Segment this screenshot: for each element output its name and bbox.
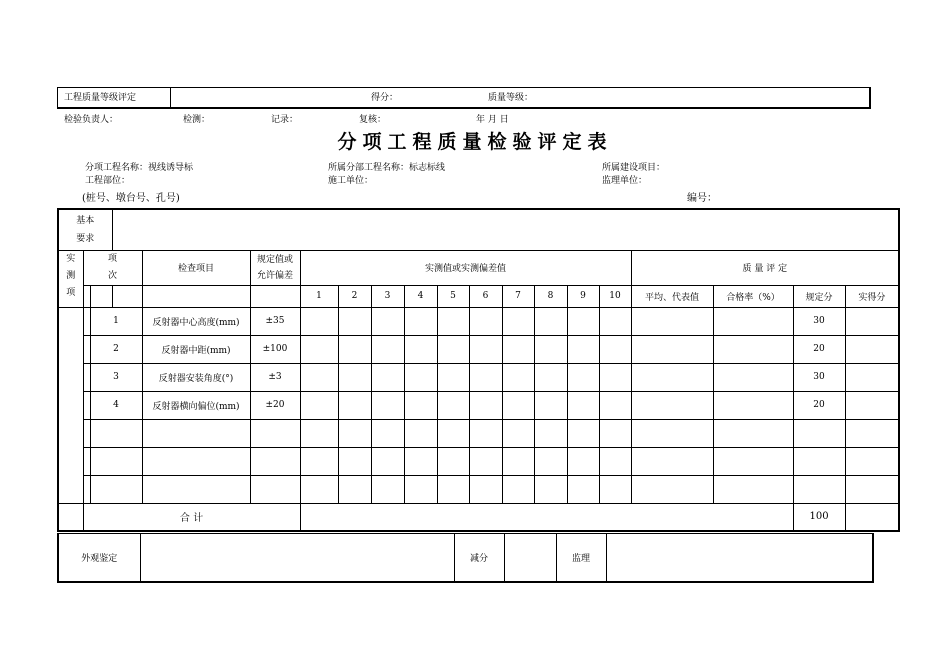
measured-point-cell [599, 335, 631, 363]
measured-point-cell [534, 335, 567, 363]
measured-point-cell [534, 447, 567, 475]
header-row-2 [58, 285, 899, 307]
spec-cell: ±35 [250, 307, 300, 335]
item-no-cell: 3 [90, 363, 142, 391]
spec-score-cell [793, 447, 845, 475]
measured-col-char-2: 测 [66, 270, 76, 281]
check-item-header: 检查项目 [142, 250, 250, 285]
basic-req-line2: 要求 [76, 233, 95, 244]
empty-cell [83, 285, 90, 307]
spec-score-cell: 30 [793, 363, 845, 391]
measured-point-cell [371, 335, 404, 363]
item-no-header [83, 250, 142, 285]
measured-point-cell [534, 419, 567, 447]
basic-req-row [58, 209, 899, 250]
actual-score-cell [845, 307, 899, 335]
basic-req-label [58, 209, 112, 250]
basic-req-content [112, 209, 899, 250]
measured-point-cell [469, 307, 502, 335]
spec-cell: ±20 [250, 391, 300, 419]
measured-point-cell [599, 475, 631, 503]
measured-point-cell [469, 475, 502, 503]
measured-point-cell [300, 391, 338, 419]
quality-eval-header: 质 量 评 定 [631, 250, 899, 285]
point-number: 9 [567, 285, 599, 307]
measured-point-cell [599, 363, 631, 391]
empty-cell [112, 285, 142, 307]
avg-cell [631, 419, 713, 447]
empty-cell [845, 503, 899, 531]
measured-point-cell [300, 475, 338, 503]
avg-header: 平均、代表值 [631, 285, 713, 307]
total-label: 合 计 [83, 503, 300, 531]
spacer-cell [83, 475, 90, 503]
table-row [58, 391, 899, 419]
measured-point-cell [567, 335, 599, 363]
measured-point-cell [371, 419, 404, 447]
data-rows [58, 307, 899, 503]
measured-point-cell [404, 335, 437, 363]
total-score: 100 [793, 503, 845, 531]
pass-rate-cell [713, 475, 793, 503]
measured-col-cell [58, 419, 83, 447]
spec-score-cell [793, 419, 845, 447]
measured-col-char-3: 项 [66, 287, 76, 298]
pass-rate-cell [713, 447, 793, 475]
measured-point-cell [371, 363, 404, 391]
stake-note: (桩号、墩台号、孔号) [82, 193, 180, 204]
empty-cell [250, 285, 300, 307]
pass-rate-cell [713, 419, 793, 447]
avg-cell [631, 335, 713, 363]
spec-cell [250, 475, 300, 503]
spec-header-line1: 规定值或 [257, 254, 294, 265]
spec-cell [250, 419, 300, 447]
spec-cell [250, 447, 300, 475]
measured-point-cell [469, 391, 502, 419]
appearance-table [57, 533, 874, 583]
measured-col-cell [58, 335, 83, 363]
measured-point-cell [404, 307, 437, 335]
item-no-cell: 1 [90, 307, 142, 335]
measured-point-cell [469, 419, 502, 447]
measured-point-cell [567, 391, 599, 419]
measured-point-cell [502, 307, 534, 335]
measured-col-cell [58, 391, 83, 419]
grade-label: 质量等级： [488, 93, 534, 103]
actual-score-cell [845, 419, 899, 447]
measured-point-cell [437, 475, 469, 503]
measured-point-cell [371, 447, 404, 475]
measured-point-cell [437, 391, 469, 419]
measured-point-cell [567, 419, 599, 447]
measured-point-cell [502, 419, 534, 447]
actual-score-cell [845, 335, 899, 363]
measured-point-cell [300, 307, 338, 335]
record-label: 记录： [271, 115, 299, 125]
actual-score-header: 实得分 [845, 285, 899, 307]
table-row [58, 419, 899, 447]
measured-point-cell [404, 447, 437, 475]
avg-cell [631, 363, 713, 391]
measured-point-cell [437, 335, 469, 363]
avg-cell [631, 391, 713, 419]
table-row [58, 447, 899, 475]
measured-point-cell [300, 335, 338, 363]
spec-header-line2: 允许偏差 [257, 270, 294, 281]
page-title: 分项工程质量检验评定表 [337, 131, 613, 153]
measured-point-cell [469, 335, 502, 363]
check-item-cell: 反射器横向偏位(mm) [142, 391, 250, 419]
spacer-cell [83, 391, 90, 419]
table-row [58, 307, 899, 335]
basic-req-line1: 基本 [76, 215, 95, 226]
measured-point-cell [567, 307, 599, 335]
measured-point-cell [534, 475, 567, 503]
measured-point-cell [599, 307, 631, 335]
construction-item: 所属建设项目： [602, 163, 666, 173]
measured-values-header: 实测值或实测偏差值 [300, 250, 631, 285]
review-label: 复核： [359, 115, 387, 125]
measured-point-cell [502, 363, 534, 391]
pass-rate-cell [713, 307, 793, 335]
measured-col-cell [58, 475, 83, 503]
measured-point-cell [404, 391, 437, 419]
actual-score-cell [845, 391, 899, 419]
date-label: 年 月 日 [476, 115, 509, 125]
empty-cell [142, 285, 250, 307]
table-row [58, 475, 899, 503]
construction-unit: 施工单位： [328, 176, 374, 186]
measured-point-cell [371, 307, 404, 335]
check-item-cell [142, 447, 250, 475]
measured-point-cell [502, 335, 534, 363]
divider [170, 88, 171, 107]
measured-point-cell [404, 475, 437, 503]
measured-col-cell [58, 307, 83, 335]
spacer-cell [83, 419, 90, 447]
measured-point-cell [599, 447, 631, 475]
inspector-lead-label: 检验负责人： [64, 115, 119, 125]
pass-rate-header: 合格率（%） [713, 285, 793, 307]
pass-rate-cell [713, 363, 793, 391]
check-item-cell: 反射器中心高度(mm) [142, 307, 250, 335]
measured-point-cell [437, 307, 469, 335]
avg-cell [631, 447, 713, 475]
spec-score-cell [793, 475, 845, 503]
point-number: 10 [599, 285, 631, 307]
check-item-cell [142, 419, 250, 447]
serial-no: 编号： [687, 193, 717, 204]
measured-point-cell [371, 391, 404, 419]
supervision-value [606, 534, 873, 583]
point-number: 4 [404, 285, 437, 307]
avg-cell [631, 475, 713, 503]
score-label: 得分： [371, 93, 399, 103]
quality-grade-bar [57, 87, 871, 109]
item-no-cell: 4 [90, 391, 142, 419]
measured-point-cell [534, 363, 567, 391]
appearance-content [140, 534, 454, 583]
point-number: 3 [371, 285, 404, 307]
measured-col-header [58, 250, 83, 307]
inspection-table [57, 208, 900, 532]
appearance-label: 外观鉴定 [58, 534, 140, 583]
spec-score-header: 规定分 [793, 285, 845, 307]
measured-point-cell [469, 363, 502, 391]
project-part: 工程部位： [85, 176, 131, 186]
measured-point-cell [404, 419, 437, 447]
measured-point-cell [437, 447, 469, 475]
item-no-cell [90, 447, 142, 475]
measured-point-cell [300, 447, 338, 475]
measured-col-cell [58, 447, 83, 475]
measured-point-cell [404, 363, 437, 391]
spacer-cell [83, 307, 90, 335]
measured-point-cell [567, 447, 599, 475]
measured-point-cell [502, 391, 534, 419]
measured-point-cell [567, 363, 599, 391]
measured-point-cell [437, 419, 469, 447]
deduction-value [504, 534, 556, 583]
header-row-1 [58, 250, 899, 285]
table-row [58, 335, 899, 363]
measured-point-cell [338, 447, 371, 475]
spec-score-cell: 20 [793, 391, 845, 419]
spec-score-cell: 20 [793, 335, 845, 363]
parent-project-name: 所属分部工程名称：标志标线 [328, 163, 446, 173]
spec-header [250, 250, 300, 285]
measured-point-cell [534, 391, 567, 419]
check-item-cell: 反射器安装角度(°) [142, 363, 250, 391]
check-item-cell: 反射器中距(mm) [142, 335, 250, 363]
measured-point-cell [437, 363, 469, 391]
total-row [58, 503, 899, 531]
measured-point-cell [338, 335, 371, 363]
measured-point-cell [338, 307, 371, 335]
measured-point-cell [469, 447, 502, 475]
spacer-cell [83, 447, 90, 475]
supervision-unit: 监理单位： [602, 176, 648, 186]
sub-project-name: 分项工程名称：视线诱导标 [85, 163, 194, 173]
measured-point-cell [338, 419, 371, 447]
measured-point-cell [300, 419, 338, 447]
measured-point-cell [338, 391, 371, 419]
measured-point-cell [338, 363, 371, 391]
measured-point-cell [502, 475, 534, 503]
actual-score-cell [845, 447, 899, 475]
measured-col-char-1: 实 [66, 253, 76, 264]
item-no-char-1: 项 [108, 253, 118, 264]
measured-point-cell [534, 307, 567, 335]
measured-point-cell [567, 475, 599, 503]
point-number: 2 [338, 285, 371, 307]
check-item-cell [142, 475, 250, 503]
item-no-char-2: 次 [108, 270, 118, 281]
avg-cell [631, 307, 713, 335]
empty-cell [90, 285, 112, 307]
item-no-cell: 2 [90, 335, 142, 363]
measured-point-cell [599, 391, 631, 419]
supervision-label: 监理 [556, 534, 606, 583]
point-number: 7 [502, 285, 534, 307]
actual-score-cell [845, 475, 899, 503]
item-no-cell [90, 419, 142, 447]
spec-cell: ±100 [250, 335, 300, 363]
deduction-label: 减分 [454, 534, 504, 583]
spec-score-cell: 30 [793, 307, 845, 335]
measured-point-cell [502, 447, 534, 475]
point-number: 1 [300, 285, 338, 307]
empty-cell [58, 503, 83, 531]
point-number: 6 [469, 285, 502, 307]
measured-point-cell [300, 363, 338, 391]
measured-point-cell [599, 419, 631, 447]
quality-grade-label: 工程质量等级评定 [64, 93, 137, 103]
spacer-cell [83, 363, 90, 391]
actual-score-cell [845, 363, 899, 391]
point-number: 8 [534, 285, 567, 307]
empty-cell [300, 503, 793, 531]
pass-rate-cell [713, 391, 793, 419]
measured-point-cell [338, 475, 371, 503]
spec-cell: ±3 [250, 363, 300, 391]
measured-point-cell [371, 475, 404, 503]
measure-label: 检测： [183, 115, 211, 125]
item-no-cell [90, 475, 142, 503]
point-number: 5 [437, 285, 469, 307]
table-row [58, 363, 899, 391]
pass-rate-cell [713, 335, 793, 363]
measured-col-cell [58, 363, 83, 391]
spacer-cell [83, 335, 90, 363]
